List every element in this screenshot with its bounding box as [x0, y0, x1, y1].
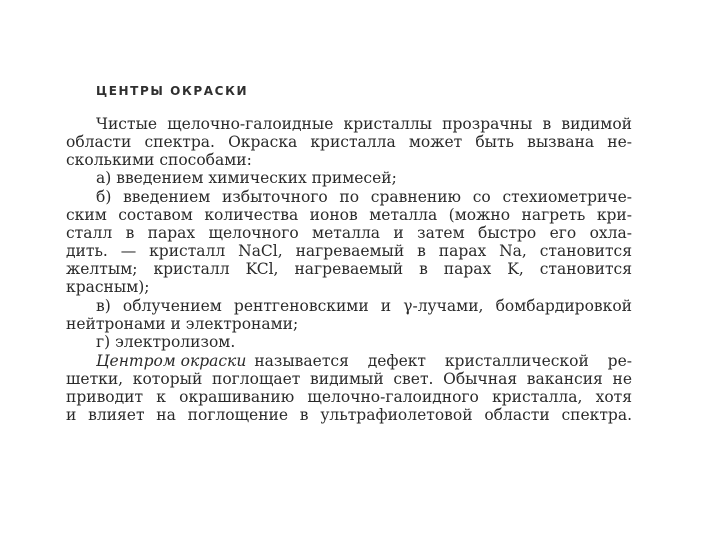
list-item-c: в) облучением рентгеновскими и γ-лучами, бомбардировкой [96, 297, 632, 315]
text-line: желтым; кристалл KCl, нагреваемый в парах K, становится [66, 260, 632, 278]
text-line: области спектра. Окраска кристалла может быть вызвана не- [66, 133, 632, 151]
definition-term: Центром окраски [96, 352, 247, 370]
definition-text: называется дефект кристаллической ре- [254, 352, 632, 370]
text-line: дить. — кристалл NaCl, нагреваемый в парах Na, становится [66, 242, 632, 260]
text-line: сталл в парах щелочного металла и затем быстро его охла- [66, 224, 632, 242]
section-heading: ЦЕНТРЫ ОКРАСКИ [96, 84, 249, 98]
definition-line [66, 352, 632, 370]
list-item-b: б) введением избыточного по сравнению со стехиометриче- [96, 188, 632, 206]
text-line: ским составом количества ионов металла (можно нагреть кри- [66, 206, 632, 224]
text-line: Чистые щелочно-галоидные кристаллы прозрачны в видимой [96, 115, 632, 133]
list-item-a: а) введением химических примесей; [96, 169, 397, 187]
text-line: сколькими способами: [66, 151, 252, 169]
text-line: приводит к окрашиванию щелочно-галоидного кристалла, хотя [66, 388, 632, 406]
text-line: и влияет на поглощение в ультрафиолетовой области спектра. [66, 406, 632, 424]
text-line: шетки, который поглощает видимый свет. Обычная вакансия не [66, 370, 632, 388]
text-line: нейтронами и электронами; [66, 315, 299, 333]
list-item-d: г) электролизом. [96, 333, 236, 351]
text-line: красным); [66, 278, 150, 296]
